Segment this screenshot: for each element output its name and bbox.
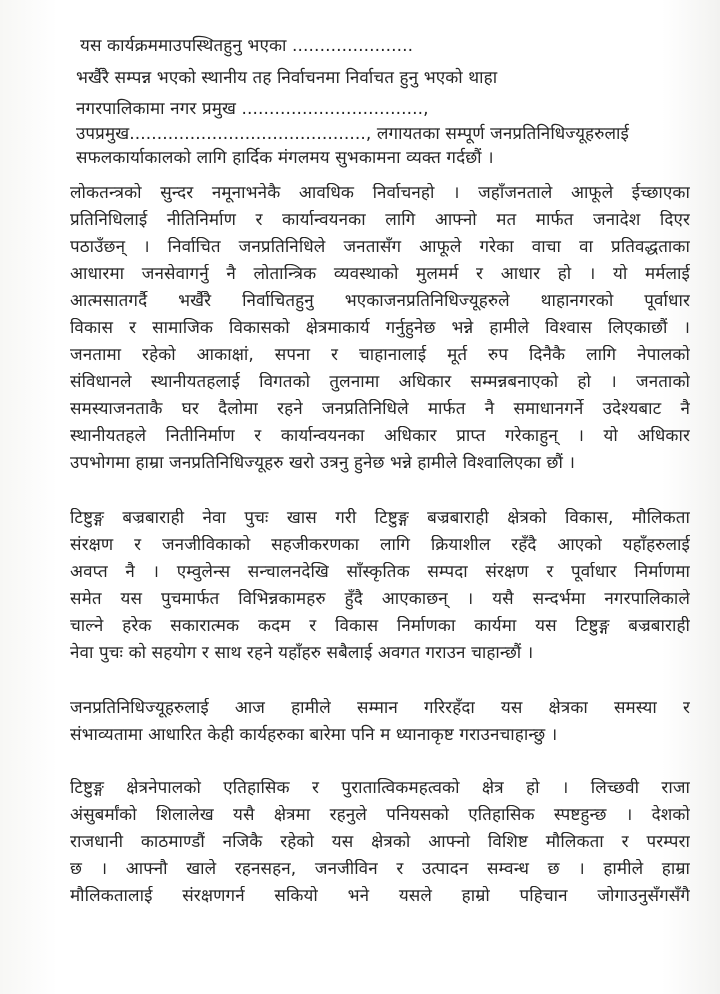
paragraph-1-line-3: पठाउँछन् । निर्वाचित जनप्रतिनिधिले जनतासँग आफूले गरेका वाचा वा प्रतिवद्धताका: [70, 237, 690, 257]
paragraph-3-line-2: संभाव्यतामा आधारित केही कार्यहरुका बारेमा पनि म ध्यानाकृष्ट गराउनचाहान्छु ।: [70, 725, 558, 745]
paragraph-4-line-2: अंसुबर्मांको शिलालेख यसै क्षेत्रमा रहनुले पनियसको एतिहासिक स्पष्टहुन्छ । देशको: [70, 805, 690, 825]
header-line-3: नगरपालिकामा नगर प्रमुख .................................,: [76, 99, 429, 119]
paragraph-2-line-1: टिष्टुङ्ग बज्रबाराही नेवा पुचः खास गरी टिष्टुङ्ग बज्रबाराही क्षेत्रको विकास, मौलिकता: [70, 508, 690, 528]
paragraph-4-line-3: राजधानी काठमाण्डौं नजिकै रहेको यस क्षेत्रको आफ्नो विशिष्ट मौलिकता र परम्परा: [70, 832, 690, 852]
paragraph-2-line-3: अवप्त नै । एम्वुलेन्स सन्चालनदेखि साँस्कृतिक सम्पदा संरक्षण र पूर्वाधार निर्माणमा: [70, 562, 690, 582]
paragraph-1-line-9: समस्याजनताकै घर दैलोमा रहने जनप्रतिनिधिले मार्फत नै समाधानगर्ने उदेश्यबाट नै: [70, 399, 690, 419]
paragraph-1-line-1: लोकतन्त्रको सुन्दर नमूनाभनेकै आवधिक निर्वाचनहो । जहाँजनताले आफूले ईच्छाएका: [70, 183, 690, 203]
paragraph-3-line-1: जनप्रतिनिधिज्यूहरुलाई आज हामीले सम्मान गरिरहँदा यस क्षेत्रका समस्या र: [70, 698, 690, 718]
header-line-5: सफलकार्याकालको लागि हार्दिक मंगलमय सुभकामना व्यक्त गर्दछौं ।: [76, 148, 494, 168]
paragraph-1-line-2: प्रतिनिधिलाई नीतिनिर्माण र कार्यान्वयनका लागि आफ्नो मत मार्फत जनादेश दिएर: [70, 210, 690, 230]
paragraph-1-line-5: आत्मसातगर्दै भर्खैरै निर्वाचितहुनु भएकाजनप्रतिनिधिज्यूहरुले थाहानगरको पूर्वाधार: [70, 291, 690, 311]
paragraph-1-line-4: आधारमा जनसेवागर्नु नै लोतान्त्रिक व्यवस्थाको मुलमर्म र आधार हो । यो मर्मलाई: [70, 264, 690, 284]
paragraph-4-line-4: छ । आफ्नौ खाले रहनसहन, जनजीविन र उत्पादन सम्वन्ध छ । हामीले हाम्रा: [70, 859, 690, 879]
header-line-1: यस कार्यक्रममाउपस्थितहुनु भएका ......................: [80, 36, 414, 56]
header-line-4: उपप्रमुख..........................................., लगायतका सम्पूर्ण जनप्रतिनिधिज्यूहरुलाई: [76, 124, 629, 144]
paragraph-1-line-8: संविधानले स्थानीयतहलाई विगतको तुलनामा अधिकार सम्मन्नबनाएको हो । जनताको: [70, 372, 690, 392]
paragraph-1-line-10: स्थानीयतहले नितीनिर्माण र कार्यान्वयनका अधिकार प्राप्त गरेकाहुन् । यो अधिकार: [70, 426, 690, 446]
paragraph-1-line-7: जनतामा रहेको आकाक्षां, सपना र चाहानालाई मूर्त रुप दिनैकै लागि नेपालको: [70, 345, 690, 365]
header-line-2: भर्खैरै सम्पन्न भएको स्थानीय तह निर्वाचनमा निर्वाचत हुनु भएको थाहा: [76, 68, 498, 88]
paragraph-4-line-5: मौलिकतालाई संरक्षणगर्न सकियो भने यसले हाम्रो पहिचान जोगाउनुसँगसँगै: [70, 886, 690, 906]
paragraph-2-line-4: समेत यस पुचमार्फत विभिन्नकामहरु हुँदै आएकाछन् । यसै सन्दर्भमा नगरपालिकाले: [70, 589, 690, 609]
paragraph-1-line-6: विकास र सामाजिक विकासको क्षेत्रमाकार्य गर्नुहुनेछ भन्ने हामीले विश्वास लिएकाछौं ।: [70, 318, 690, 338]
paragraph-4-line-1: टिष्टुङ्ग क्षेत्रनेपालको एतिहासिक र पुरातात्विकमहत्वको क्षेत्र हो । लिच्छवी राजा: [70, 778, 690, 798]
paragraph-1-line-11: उपभोगमा हाम्रा जनप्रतिनिधिज्यूहरु खरो उत्रनु हुनेछ भन्ने हामीले विश्वालिएका छौं ।: [70, 453, 576, 473]
paragraph-2-line-2: संरक्षण र जनजीविकाको सहजीकरणका लागि क्रियाशील रहँदै आएको यहाँहरुलाई: [70, 535, 690, 555]
paragraph-2-line-5: चाल्ने हरेक सकारात्मक कदम र विकास निर्माणका कार्यमा यस टिष्टुङ्ग बज्रबाराही: [70, 616, 690, 636]
paragraph-2-line-6: नेवा पुचः को सहयोग र साथ रहने यहाँहरु सबैलाई अवगत गराउन चाहान्छौं ।: [70, 643, 534, 663]
